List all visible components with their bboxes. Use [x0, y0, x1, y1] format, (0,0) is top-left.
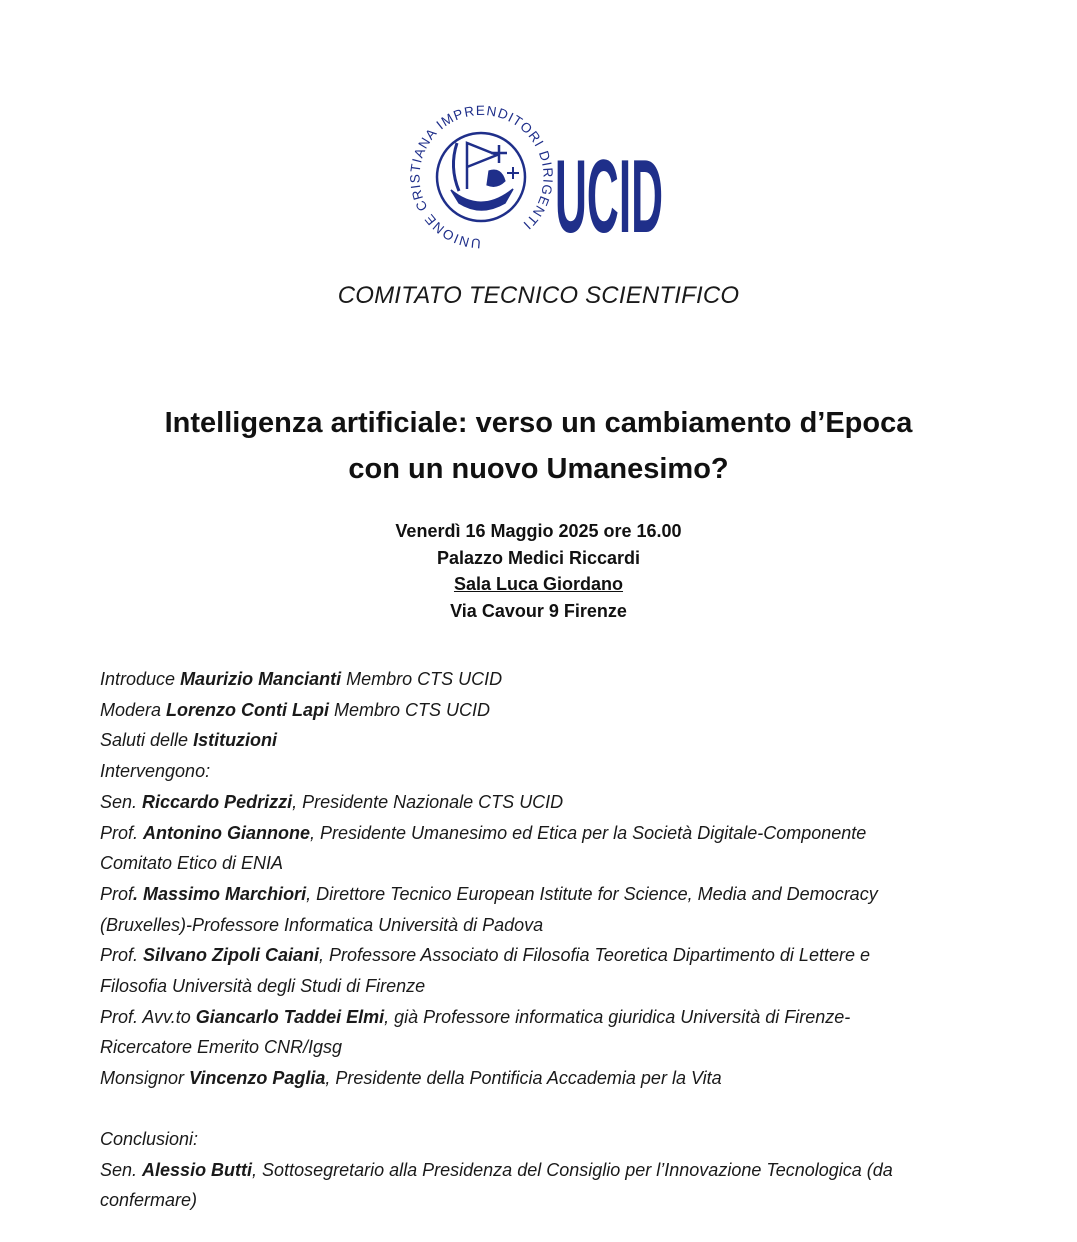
event-title	[0, 400, 1077, 492]
speaker-line: Prof. Antonino Giannone, Presidente Umanesimo ed Etica per la Società Digitale-Componente	[100, 822, 867, 843]
event-address: Via Cavour 9 Firenze	[450, 600, 627, 621]
ucid-logo	[405, 105, 667, 263]
introduce-line: Introduce Maurizio Mancianti Membro CTS UCID	[100, 669, 503, 689]
closing-speaker-line-cont: confermare)	[100, 1190, 198, 1211]
saluti-line: Saluti delle Istituzioni	[100, 730, 278, 751]
modera-line: Modera Lorenzo Conti Lapi Membro CTS UCID	[100, 699, 491, 720]
speaker-line-cont: Filosofia Università degli Studi di Firenze	[100, 976, 426, 997]
intervengono-label: Intervengono:	[100, 761, 211, 782]
event-venue: Palazzo Medici Riccardi	[436, 547, 641, 568]
title-line-2: con un nuovo Umanesimo?	[348, 453, 729, 485]
speaker-line: Monsignor Vincenzo Paglia, Presidente della Pontificia Accademia per la Vita	[100, 1068, 722, 1089]
speaker-name: Maurizio Mancianti	[180, 669, 342, 689]
speaker-name: Antonino Giannone	[143, 822, 310, 843]
speaker-name: Vincenzo Paglia	[189, 1068, 326, 1089]
speaker-name: . Massimo Marchiori	[133, 883, 307, 904]
speaker-name: Riccardo Pedrizzi	[142, 791, 293, 812]
ucid-seal-emblem	[437, 133, 525, 221]
event-date: Venerdì 16 Maggio 2025 ore 16.00	[395, 521, 682, 541]
speaker-line: Prof. Massimo Marchiori, Direttore Tecnico European Istitute for Science, Media and Democracy	[100, 883, 878, 904]
speaker-line-cont: Comitato Etico di ENIA	[100, 853, 284, 874]
title-line-1: Intelligenza artificiale: verso un cambiamento d’Epoca	[164, 407, 913, 439]
speaker-line: Prof. Avv.to Giancarlo Taddei Elmi, già Professore informatica giuridica Università di Firenze-	[100, 1006, 851, 1027]
ring-text: UNIONE CRISTIANA IMPRENDITORI DIRIGENTI	[407, 105, 556, 252]
ucid-wordmark: UCID	[555, 139, 663, 255]
speaker-name: Giancarlo Taddei Elmi	[195, 1006, 385, 1027]
speaker-name: Alessio Butti	[142, 1159, 253, 1180]
speaker-line: Prof. Silvano Zipoli Caiani, Professore Associato di Filosofia Teoretica Dipartimento di Lettere e	[100, 945, 870, 966]
speaker-line-cont: Ricercatore Emerito CNR/Igsg	[100, 1037, 343, 1058]
event-details	[0, 518, 1077, 624]
conclusioni-label: Conclusioni:	[100, 1128, 199, 1149]
event-room: Sala Luca Giordano	[453, 574, 624, 594]
committee-heading: COMITATO TECNICO SCIENTIFICO	[337, 282, 740, 309]
speaker-line: Sen. Riccardo Pedrizzi, Presidente Nazionale CTS UCID	[100, 791, 564, 812]
svg-text:UNIONE CRISTIANA IMPRENDITORI	[407, 105, 555, 251]
speaker-line-cont: (Bruxelles)-Professore Informatica Università di Padova	[100, 914, 544, 935]
speaker-name: Lorenzo Conti Lapi	[166, 699, 330, 720]
closing-speaker-line: Sen. Alessio Butti, Sottosegretario alla Presidenza del Consiglio per l’Innovazione Tecnologica (da	[100, 1159, 893, 1180]
program-list	[100, 664, 1000, 1216]
speaker-name: Silvano Zipoli Caiani	[143, 945, 320, 966]
